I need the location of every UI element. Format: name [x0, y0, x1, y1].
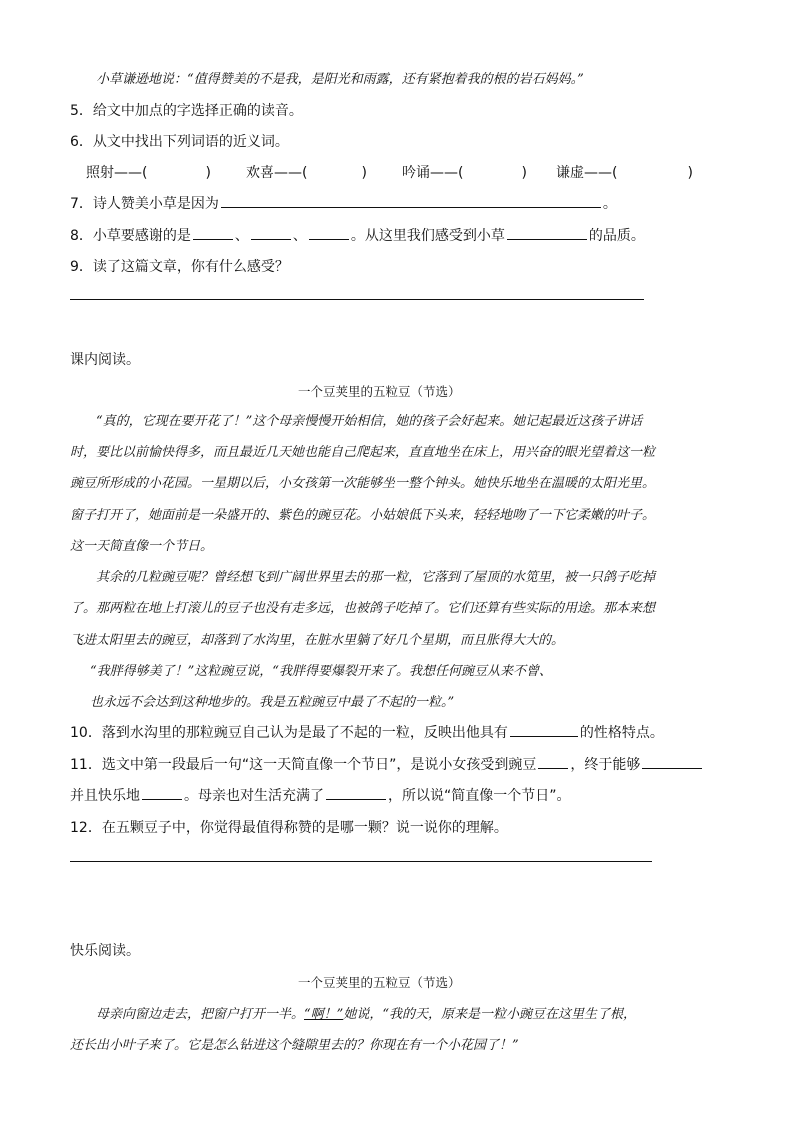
question-9: 9．读了这篇文章，你有什么感受？ — [70, 259, 289, 275]
passage-line: 豌豆所形成的小花园。一星期以后，小女孩第一次能够坐一整个钟头。她快乐地坐在温暖的太阳光里。 — [70, 476, 656, 491]
question-11-line-2: 并且快乐地 。母亲也对生活充满了 ，所以说“简直像一个节日”。 — [70, 785, 571, 805]
synonym-item-1: 照射——( ) — [86, 165, 211, 181]
passage-line: 还长出小叶子来了。它是怎么钻进这个缝隙里去的？你现在有一个小花园了！” — [70, 1038, 519, 1053]
answer-blank[interactable] — [221, 193, 601, 208]
synonym-item-2: 欢喜——( ) — [246, 165, 367, 181]
passage-line: 飞进太阳里去的豌豆，却落到了水沟里，在脏水里躺了好几个星期，而且胀得大大的。 — [70, 633, 565, 648]
passage-title-inclass: 一个豆荚里的五粒豆（节选） — [298, 384, 461, 399]
synonym-word: 照射——( — [86, 165, 148, 181]
synonym-item-3: 吟诵——( ) — [402, 165, 527, 181]
passage-line: 其余的几粒豌豆呢？曾经想飞到广阔世界里去的那一粒，它落到了屋顶的水笕里，被一只鸽子吃掉 — [96, 570, 656, 585]
synonym-word: 吟诵——( — [402, 165, 464, 181]
answer-blank[interactable] — [507, 225, 587, 240]
answer-blank[interactable] — [309, 225, 349, 240]
passage-line: “我胖得够美了！”这粒豌豆说，“我胖得要爆裂开来了。我想任何豌豆从来不曾、 — [90, 664, 552, 679]
underlined-exclamation: “啊！” — [304, 1007, 344, 1022]
question-12: 12．在五颗豆子中，你觉得最值得称赞的是哪一颗？说一说你的理解。 — [70, 820, 508, 836]
answer-blank[interactable] — [326, 785, 386, 800]
passage-line: 时，要比以前愉快得多，而且最近几天她也能自己爬起来，直直地坐在床上，用兴奋的眼光望着这一粒 — [70, 445, 656, 460]
question-11: 11．选文中第一段最后一句“这一天简直像一个节日”，是说小女孩受到豌豆 ，终于能够 — [70, 754, 704, 774]
answer-blank[interactable] — [193, 225, 233, 240]
answer-blank[interactable] — [510, 722, 578, 737]
passage-title-happy: 一个豆荚里的五粒豆（节选） — [298, 975, 461, 990]
answer-line[interactable] — [70, 861, 652, 862]
synonym-word: 谦虚——( — [556, 165, 618, 181]
question-5: 5．给文中加点的字选择正确的读音。 — [70, 103, 303, 119]
answer-blank[interactable] — [251, 225, 291, 240]
section-heading-happy: 快乐阅读。 — [70, 943, 140, 959]
question-7: 7．诗人赞美小草是因为 。 — [70, 193, 617, 213]
passage-line: 也永远不会达到这种地步的。我是五粒豌豆中最了不起的一粒。” — [90, 695, 455, 710]
passage-line: 窗子打开了，她面前是一朵盛开的、紫色的豌豆花。小姑娘低下头来，轻轻地吻了一下它柔嫩的叶子。 — [70, 508, 656, 523]
answer-blank[interactable] — [642, 754, 702, 769]
passage-line: 母亲向窗边走去，把窗户打开一半。“啊！”她说，“我的天，原来是一粒小豌豆在这里生了根， — [96, 1007, 636, 1022]
passage-line: “真的，它现在要开花了！”这个母亲慢慢开始相信，她的孩子会好起来。她记起最近这孩子讲话 — [96, 414, 643, 429]
section-heading-inclass: 课内阅读。 — [70, 352, 140, 368]
answer-blank[interactable] — [142, 785, 182, 800]
question-8: 8．小草要感谢的是 、 、 。从这里我们感受到小草 的品质。 — [70, 225, 645, 245]
answer-line[interactable] — [70, 299, 644, 300]
synonym-item-4: 谦虚——( ) — [556, 165, 693, 181]
question-6: 6．从文中找出下列词语的近义词。 — [70, 134, 289, 150]
answer-blank[interactable] — [538, 754, 568, 769]
synonym-word: 欢喜——( — [246, 165, 308, 181]
passage-line: 这一天简直像一个节日。 — [70, 539, 214, 554]
passage-line: 了。那两粒在地上打滚儿的豆子也没有走多远，也被鸽子吃掉了。它们还算有些实际的用途。那本来想 — [70, 601, 656, 616]
top-quote: 小草谦逊地说：“值得赞美的不是我，是阳光和雨露，还有紧抱着我的根的岩石妈妈。” — [96, 72, 584, 87]
question-10: 10．落到水沟里的那粒豌豆自己认为是最了不起的一粒，反映出他具有 的性格特点。 — [70, 722, 664, 742]
